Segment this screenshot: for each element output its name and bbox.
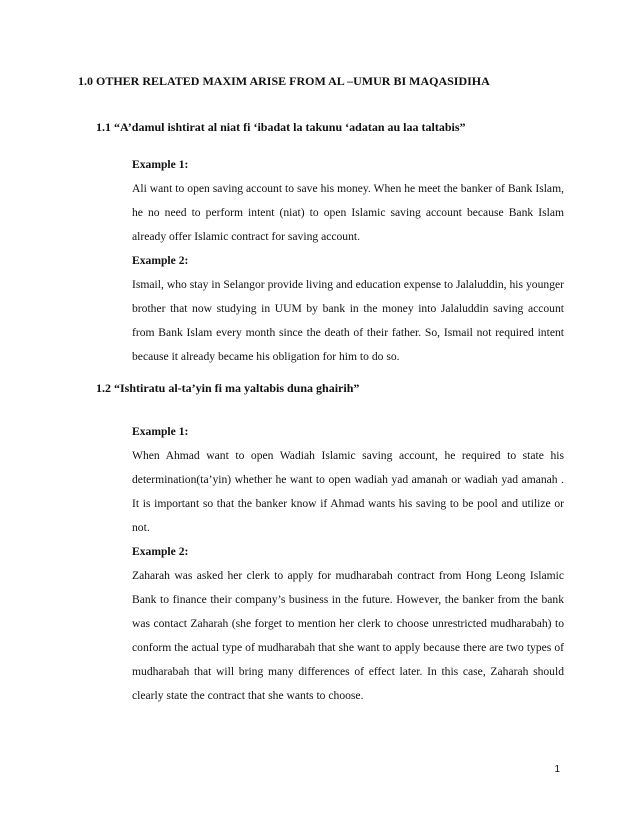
main-heading: 1.0 OTHER RELATED MAXIM ARISE FROM AL –UMUR BI MAQASIDIHA — [78, 74, 490, 88]
page-number: 1 — [554, 764, 560, 775]
example-label: Example 2: — [132, 254, 189, 267]
example-label: Example 1: — [132, 425, 189, 438]
example-label: Example 1: — [132, 158, 189, 171]
example-text: Ali want to open saving account to save his money. When he meet the banker of Bank Islam, he no need to perform intent (niat) to open Islamic saving account because Bank Islam already offer Islamic contract for saving account. — [132, 182, 564, 243]
example-text: Ismail, who stay in Selangor provide living and education expense to Jalaluddin, his younger brother that now studying in UUM by bank in the money into Jalaluddin saving account from Bank Islam every month since the death of their father. So, Ismail not required intent because it already became his obligation for him to do so. — [132, 278, 564, 363]
section-1-1-title: 1.1 “A’damul ishtirat al niat fi ‘ibadat la takunu ‘adatan au laa taltabis” — [96, 120, 466, 134]
example-text: When Ahmad want to open Wadiah Islamic saving account, he required to state his determination(ta’yin) whether he want to open wadiah yad amanah or wadiah yad amanah . It is important so that the banker know if Ahmad wants his saving to be pool and utilize or not. — [132, 449, 564, 534]
section-1-2-title: 1.2 “Ishtiratu al-ta’yin fi ma yaltabis duna ghairih” — [96, 381, 360, 395]
section-1-2-body — [132, 420, 564, 708]
section-1-1-body — [132, 153, 564, 369]
example-label: Example 2: — [132, 545, 189, 558]
example-text: Zaharah was asked her clerk to apply for mudharabah contract from Hong Leong Islamic Bank to finance their company’s business in the future. However, the banker from the bank was contact Zaharah (she forget to mention her clerk to choose unrestricted mudharabah) to conform the actual type of mudharabah that she want to apply because there are two types of mudharabah that will bring many differences of effect later. In this case, Zaharah should clearly state the contract that she wants to choose. — [132, 569, 564, 702]
